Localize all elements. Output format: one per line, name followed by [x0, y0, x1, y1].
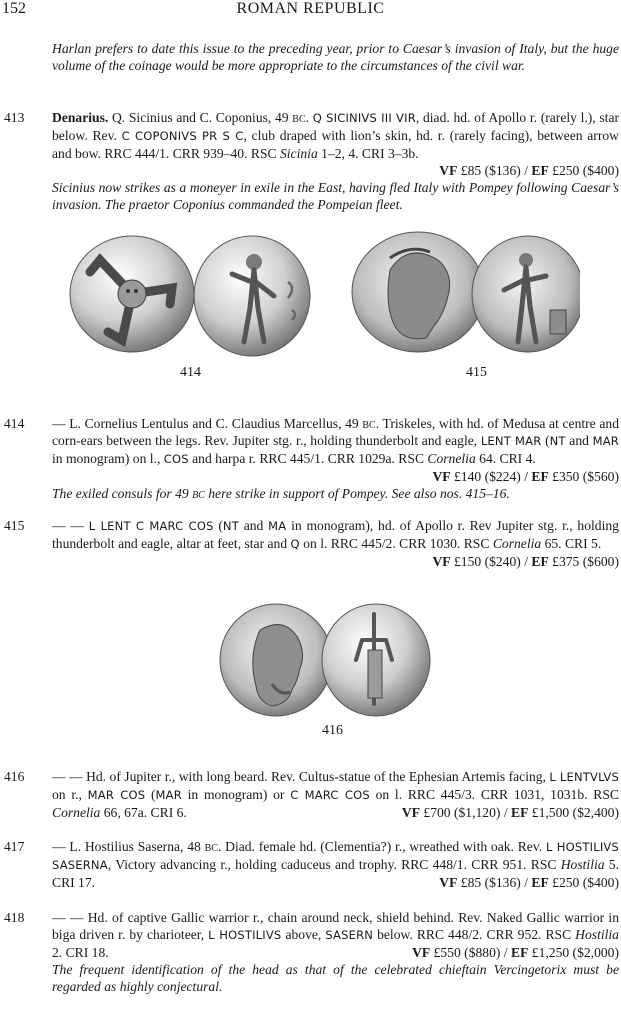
page-number: 152 — [2, 0, 26, 17]
reference: Cornelia — [492, 536, 542, 551]
valuation: VF £150 ($240) / EF £375 ($600) — [432, 554, 619, 569]
coin-plate-416 — [216, 600, 436, 720]
plate-label-416: 416 — [322, 723, 343, 738]
entry-note: The frequent identification of the head as that of the celebrated chieftain Vercingetorix must be regarded as highly conjectural. — [52, 962, 619, 994]
legend: L LENT C MARC COS — [88, 519, 214, 533]
entry-number-414: 414 — [4, 416, 25, 431]
entry-416: — — Hd. of Jupiter r., with long beard. Rev. Cultus-statue of the Ephesian Artemis facing, L LENTVLVS on r., MAR COS (MAR in monogram) or C MARC COS on l. RRC 445/3. CRR 1031, 1031b. RSC Cornelia 66, 67a. CRI 6. VF £700 ($1,120) / EF £1,500 ($2,400) — [52, 769, 619, 820]
valuation: VF £700 ($1,120) / EF £1,500 ($2,400) — [401, 805, 619, 820]
denomination: Denarius. — [52, 110, 109, 125]
entry-number-413: 413 — [4, 110, 25, 125]
entry-413: Denarius. Q. Sicinius and C. Coponius, 49 bc. Q SICINIVS III VIR, diad. hd. of Apollo r. (rarely l.), star below. Rev. C COPONIVS PR S C, club draped with lion’s skin, hd. r. (rarely facing), between arrow and bow. RRC 444/1. CRR 939–40. RSC Sicinia 1–2, 4. CRI 3–3b. VF £85 ($136) / EF £250 ($400) Sicinius now strikes as a moneyer in exile in the East, having fled Italy with Pompey following Caesar’s invasion. The praetor Coponius commanded the Pompeian fleet. — [52, 110, 620, 212]
entry-417: — L. Hostilius Saserna, 48 bc. Diad. female hd. (Clementia?) r., wreathed with oak. Rev. L HOSTILIVS SASERNA, Victory advancing r., holding caduceus and trophy. RRC 448/1. CRR 951. RSC Hostilia 5. CRI 17. VF £85 ($136) / EF £250 ($400) — [52, 839, 620, 890]
legend: MA — [268, 519, 287, 533]
entry-415: — — L LENT C MARC COS (NT and MA in monogram), hd. of Apollo r. Rev Jupiter stg. r., holding thunderbolt and eagle, altar at feet, star and Q on l. RRC 445/2. CRR 1030. RSC Cornelia 65. CRI 5. VF £150 ($240) / EF £375 ($600) — [52, 518, 619, 569]
legend: NT — [222, 519, 239, 533]
coin-415-obverse — [352, 232, 484, 352]
entry-418: — — Hd. of captive Gallic warrior r., chain around neck, shield behind. Rev. Naked Gallic warrior in biga driven r. by charioteer, L HOSTILIVS above, SASERN below. RRC 448/2. CRR 952. RSC Hostilia 2. CRI 18. VF £550 ($880) / EF £1,250 ($2,000) The frequent identification of the head as that of the celebrated chieftain Vercingetorix must be regarded as highly conjectural. — [52, 910, 619, 994]
entry-number-415: 415 — [4, 518, 25, 533]
legend: Q SICINIVS III VIR — [312, 111, 416, 125]
running-title: ROMAN REPUBLIC — [236, 0, 385, 17]
entry-number-417: 417 — [4, 839, 25, 854]
legend: L HOSTILIVS SASERNA — [52, 840, 619, 872]
valuation: VF £85 ($136) / EF £250 ($400) — [439, 163, 619, 178]
legend: LENT MAR — [480, 434, 542, 448]
reference: Cornelia — [52, 805, 101, 820]
coin-414-obverse — [70, 236, 194, 352]
valuation: VF £550 ($880) / EF £1,250 ($2,000) — [412, 945, 619, 960]
plate-label-414: 414 — [180, 365, 201, 380]
valuation: VF £85 ($136) / EF £250 ($400) — [439, 875, 619, 890]
legend: COS — [163, 452, 189, 466]
coin-415-reverse — [472, 236, 580, 352]
reference: Hostilia — [575, 927, 619, 942]
legend: Q — [290, 537, 300, 551]
coin-416-reverse — [322, 604, 430, 716]
valuation: VF £140 ($224) / EF £350 ($560) — [432, 469, 619, 484]
coin-416-obverse — [220, 604, 332, 716]
coin-plate-414-415 — [60, 230, 580, 380]
coin-414-reverse — [194, 236, 310, 356]
legend: C COPONIVS PR S C — [121, 129, 244, 143]
legend: L LENTVLVS — [549, 770, 619, 784]
legend: MAR — [155, 788, 182, 802]
entry-note: Sicinius now strikes as a moneyer in exile in the East, having fled Italy with Pompey following Caesar’s invasion. The praetor Coponius commanded the Pompeian fleet. — [52, 180, 619, 212]
legend: NT — [549, 434, 566, 448]
reference: Cornelia — [427, 451, 476, 466]
intro-note: Harlan prefers to date this issue to the preceding year, prior to Caesar’s invasion of Italy, but the huge volume of the coinage would be more appropriate to the circumstances of the civil war. — [52, 41, 619, 73]
entry-number-416: 416 — [4, 769, 25, 784]
legend: MAR COS — [87, 788, 146, 802]
entry-414: — L. Cornelius Lentulus and C. Claudius Marcellus, 49 bc. Triskeles, with hd. of Medusa at centre and corn-ears between the legs. Rev. Jupiter stg. r., holding thunderbolt and eagle, LENT MAR (NT and MAR in monogram) on l., COS and harpa r. RRC 445/1. CRR 1029a. RSC Cornelia 64. CRI 4. VF £140 ($224) / EF £350 ($560) The exiled consuls for 49 bc here strike in support of Pompey. See also nos. 415–16. — [52, 416, 619, 501]
legend: L HOSTILIVS — [208, 928, 282, 942]
entry-note: The exiled consuls for 49 bc here strike in support of Pompey. See also nos. 415–16. — [52, 486, 510, 501]
page-header — [0, 0, 621, 22]
reference: Sicinia — [279, 146, 318, 161]
reference: Hostilia — [560, 857, 605, 872]
plate-label-415: 415 — [466, 365, 487, 380]
legend: SASERN — [325, 928, 374, 942]
legend: MAR — [592, 434, 619, 448]
entry-number-418: 418 — [4, 910, 25, 925]
legend: C MARC COS — [290, 788, 370, 802]
